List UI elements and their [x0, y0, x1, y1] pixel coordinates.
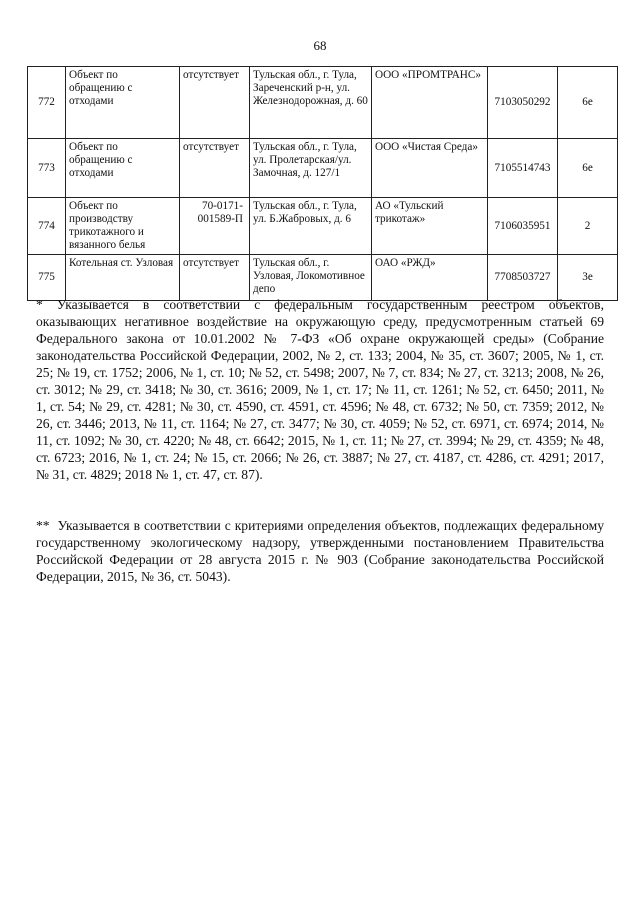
object-operator: ОАО «РЖД»	[372, 255, 488, 301]
footnote-text: Указывается в соответствии с федеральным государственным реестром объектов, оказывающих негативное воздействие на окружающую среду, предусмотренным статьей 69 Федерального закона от 10.01.2002 № 7-ФЗ «Об охране окружающей среды» (Собрание законодательства Российской Федерации, 2002, № 2, ст. 133; 2004, № 35, ст. 3607; 2005, № 1, ст. 25; № 19, ст. 1752; 2006, № 1, ст. 10; № 52, ст. 5498; 2007, № 7, ст. 834; № 27, ст. 3213; 2008, № 26, ст. 3012; № 29, ст. 3418; № 30, ст. 3616; 2009, № 1, ст. 17; № 11, ст. 1261; № 52, ст. 6450; 2011, № 1, ст. 54; № 29, ст. 4281; № 30, ст. 4590, ст. 4591, ст. 4596; № 48, ст. 6732; № 50, ст. 7359; 2012, № 26, ст. 3446; 2013, № 11, ст. 1164; № 27, ст. 3477; № 30, ст. 4059; № 52, ст. 6971, ст. 6974; 2014, № 11, ст. 1092; № 30, ст. 4220; № 48, ст. 6642; 2015, № 1, ст. 11; № 27, ст. 3994; № 29, ст. 4359; № 48, ст. 6723; 2016, № 1, ст. 24; № 15, ст. 2066; № 26, ст. 3887; № 27, ст. 4187, ст. 4286, ст. 4291; 2017, № 31, ст. 4829; 2018 № 1, ст. 47, ст. 87).	[36, 297, 604, 482]
row-number: 775	[28, 255, 66, 301]
footnote-mark: **	[36, 518, 50, 533]
table-row	[28, 139, 618, 198]
table-row	[28, 67, 618, 139]
object-name: Объект по производству трикотажного и вязанного белья	[66, 198, 180, 255]
footnote-mark: *	[36, 297, 43, 312]
row-number: 773	[28, 139, 66, 198]
object-name: Объект по обращению с отходами	[66, 139, 180, 198]
object-category: 3е	[558, 255, 618, 301]
object-address: Тульская обл., г. Узловая, Локомотивное депо	[250, 255, 372, 301]
table-row	[28, 198, 618, 255]
object-code: отсутствует	[180, 255, 250, 301]
row-number: 772	[28, 67, 66, 139]
object-code: 70-0171-001589-П	[180, 198, 250, 255]
object-operator: ООО «ПРОМТРАНС»	[372, 67, 488, 139]
operator-inn: 7708503727	[488, 255, 558, 301]
object-category: 6е	[558, 67, 618, 139]
object-name: Котельная ст. Узловая	[66, 255, 180, 301]
object-category: 2	[558, 198, 618, 255]
operator-inn: 7106035951	[488, 198, 558, 255]
object-address: Тульская обл., г. Тула, Зареченский р-н, ул. Железнодорожная, д. 60	[250, 67, 372, 139]
object-code: отсутствует	[180, 139, 250, 198]
page-number: 68	[313, 38, 327, 53]
footnote-text: Указывается в соответствии с критериями определения объектов, подлежащих федеральному государственному экологическому надзору, утвержденными постановлением Правительства Российской Федерации от 28 августа 2015 г. № 903 (Собрание законодательства Российской Федерации, 2015, № 36, ст. 5043).	[36, 518, 604, 584]
row-number: 774	[28, 198, 66, 255]
object-code: отсутствует	[180, 67, 250, 139]
operator-inn: 7103050292	[488, 67, 558, 139]
operator-inn: 7105514743	[488, 139, 558, 198]
object-name: Объект по обращению с отходами	[66, 67, 180, 139]
footnote-single-asterisk	[36, 296, 604, 483]
object-category: 6е	[558, 139, 618, 198]
object-operator: ООО «Чистая Среда»	[372, 139, 488, 198]
table-row	[28, 255, 618, 301]
object-address: Тульская обл., г. Тула, ул. Б.Жабровых, д. 6	[250, 198, 372, 255]
object-address: Тульская обл., г. Тула, ул. Пролетарская/ул. Замочная, д. 127/1	[250, 139, 372, 198]
object-operator: АО «Тульский трикотаж»	[372, 198, 488, 255]
footnote-double-asterisk	[36, 517, 604, 585]
objects-registry-table	[27, 66, 618, 301]
